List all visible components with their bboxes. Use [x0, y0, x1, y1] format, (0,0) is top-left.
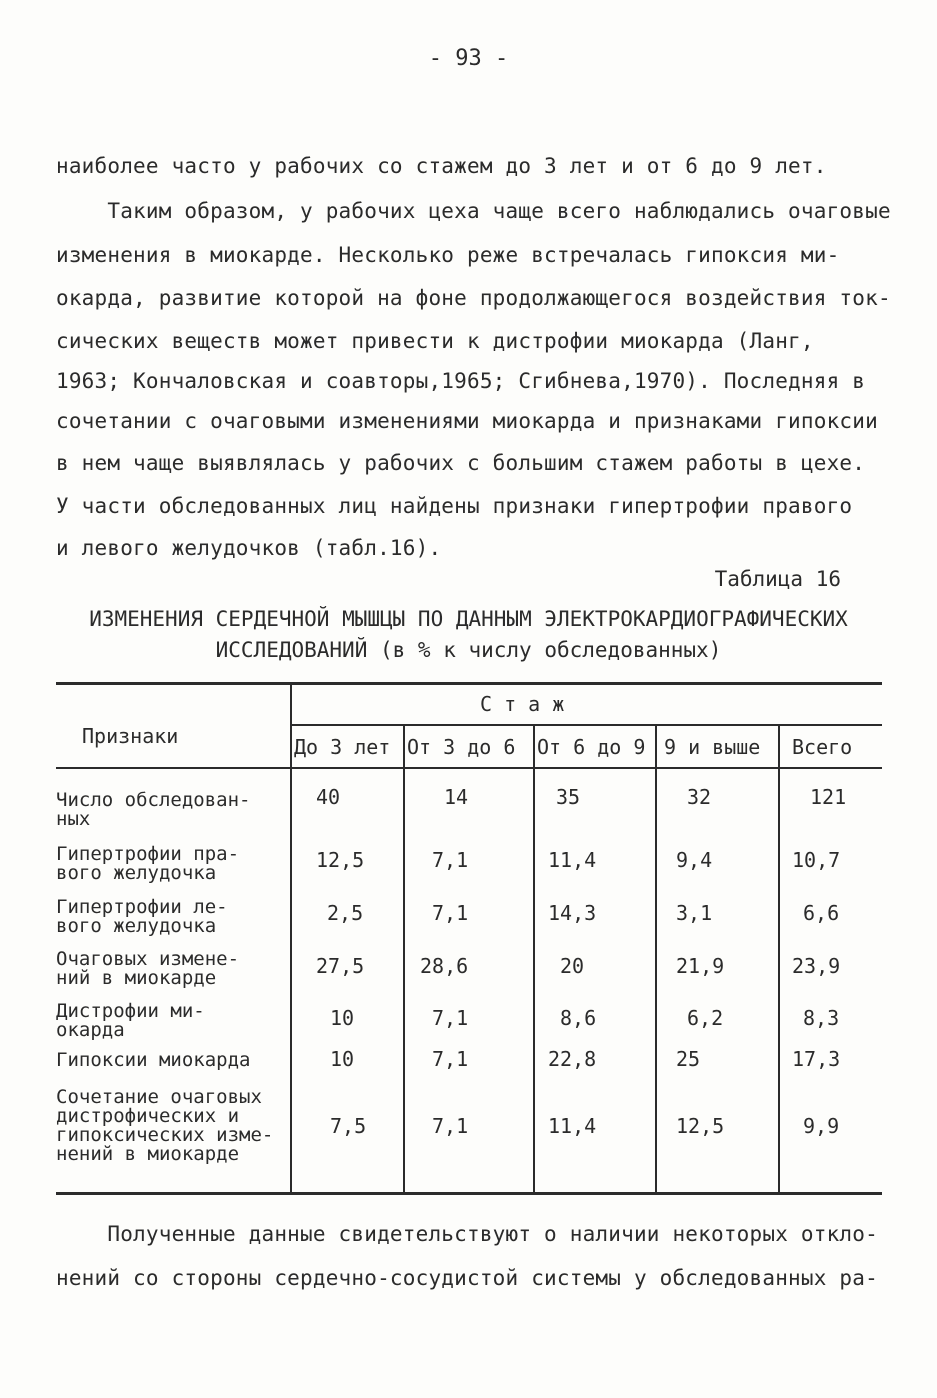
text-line: сических веществ может привести к дистрофии миокарда (Ланг,	[56, 329, 814, 353]
table-cell: 12,5	[676, 1114, 725, 1138]
header-group-experience: С т а ж	[480, 692, 565, 716]
table-cell: 28,6	[420, 954, 469, 978]
table-cell: 32	[687, 785, 712, 809]
text-line: изменения в миокарде. Несколько реже встречалась гипоксия ми-	[56, 243, 840, 267]
row-label: Очаговых измене- ний в миокарде	[56, 948, 240, 989]
table-subtitle: ИССЛЕДОВАНИЙ (в % к числу обследованных)	[215, 638, 722, 662]
table-cell: 7,1	[432, 848, 469, 872]
table-cell: 23,9	[792, 954, 841, 978]
table-cell: 10	[330, 1047, 355, 1071]
text-line: и левого желудочков (табл.16).	[56, 536, 442, 560]
column-divider	[778, 726, 780, 1192]
table-cell: 27,5	[316, 954, 365, 978]
text-line: У части обследованных лиц найдены признаки гипертрофии правого	[56, 494, 853, 518]
table-cell: 40	[316, 785, 341, 809]
table-cell: 21,9	[676, 954, 725, 978]
table-cell: 22,8	[548, 1047, 597, 1071]
table-cell: 12,5	[316, 848, 365, 872]
column-divider	[655, 726, 657, 1192]
column-divider	[290, 684, 292, 1192]
table-cell: 25	[676, 1047, 701, 1071]
column-header: От 3 до 6	[407, 735, 516, 759]
table-cell: 14	[444, 785, 469, 809]
page-number: - 93 -	[428, 46, 509, 71]
text-line: нений со стороны сердечно-сосудистой системы у обследованных ра-	[56, 1266, 878, 1290]
text-line: наиболее часто у рабочих со стажем до 3 лет и от 6 до 9 лет.	[56, 154, 827, 178]
text-line: в нем чаще выявлялась у рабочих с большим стажем работы в цехе.	[56, 451, 866, 475]
row-label: Сочетание очаговых дистрофических и гипоксических изме- нений в миокарде	[56, 1086, 274, 1165]
table-cell: 7,1	[432, 1047, 469, 1071]
table-cell: 7,1	[432, 1006, 469, 1030]
table-cell: 7,5	[330, 1114, 367, 1138]
column-header: Всего	[792, 735, 853, 759]
row-label: Гипоксии миокарда	[56, 1049, 251, 1071]
text-line: Таким образом, у рабочих цеха чаще всего наблюдались очаговые	[56, 199, 891, 223]
row-label: Гипертрофии ле- вого желудочка	[56, 896, 228, 937]
header-signs: Признаки	[82, 724, 179, 748]
text-line: 1963; Кончаловская и соавторы,1965; Сгибнева,1970). Последняя в	[56, 369, 866, 393]
column-header: До 3 лет	[294, 735, 391, 759]
text-line: окарда, развитие которой на фоне продолжающегося воздействия ток-	[56, 286, 891, 310]
table-top-rule	[56, 682, 882, 685]
table-bottom-rule	[56, 1192, 882, 1195]
table-cell: 14,3	[548, 901, 597, 925]
header-divider	[290, 724, 882, 726]
table-cell: 35	[556, 785, 581, 809]
table-cell: 17,3	[792, 1047, 841, 1071]
table-cell: 9,9	[803, 1114, 840, 1138]
table-title: ИЗМЕНЕНИЯ СЕРДЕЧНОЙ МЫШЦЫ ПО ДАННЫМ ЭЛЕКТРОКАРДИОГРАФИЧЕСКИХ	[89, 607, 848, 631]
column-header: 9 и выше	[664, 735, 761, 759]
row-label: Дистрофии ми- окарда	[56, 1000, 205, 1041]
table-cell: 9,4	[676, 848, 713, 872]
table-cell: 6,2	[687, 1006, 724, 1030]
table-cell: 7,1	[432, 1114, 469, 1138]
row-label: Гипертрофии пра- вого желудочка	[56, 843, 240, 884]
column-divider	[533, 726, 535, 1192]
table-cell: 7,1	[432, 901, 469, 925]
table-cell: 8,3	[803, 1006, 840, 1030]
text-line: Полученные данные свидетельствуют о наличии некоторых откло-	[56, 1222, 878, 1246]
row-label: Число обследован- ных	[56, 789, 251, 830]
table-cell: 10,7	[792, 848, 841, 872]
table-cell: 11,4	[548, 1114, 597, 1138]
table-cell: 8,6	[560, 1006, 597, 1030]
table-cell: 3,1	[676, 901, 713, 925]
table-cell: 2,5	[327, 901, 364, 925]
column-divider	[403, 726, 405, 1192]
text-line: сочетании с очаговыми изменениями миокарда и признаками гипоксии	[56, 409, 878, 433]
table-label: Таблица 16	[714, 567, 841, 591]
table-cell: 20	[560, 954, 585, 978]
table-cell: 6,6	[803, 901, 840, 925]
column-header: От 6 до 9	[537, 735, 646, 759]
table-cell: 11,4	[548, 848, 597, 872]
table-cell: 10	[330, 1006, 355, 1030]
header-bottom-rule	[56, 767, 882, 769]
table-cell: 121	[810, 785, 847, 809]
